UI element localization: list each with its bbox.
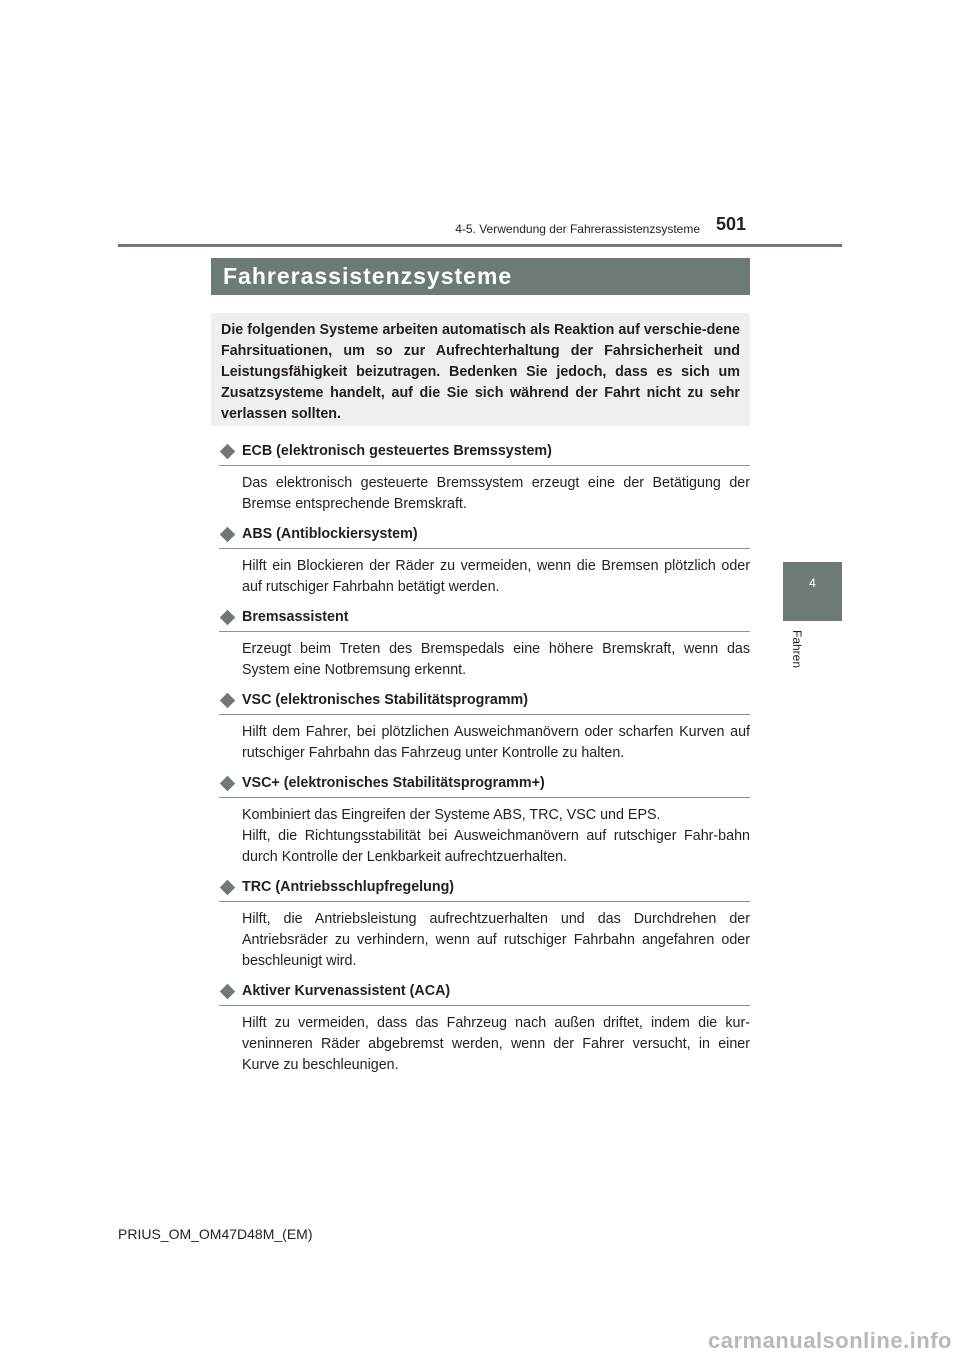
chapter-tab bbox=[783, 562, 842, 621]
system-item bbox=[219, 607, 750, 681]
system-item-heading-row bbox=[219, 773, 750, 798]
system-item-heading-row bbox=[219, 877, 750, 902]
system-item bbox=[219, 690, 750, 764]
diamond-bullet-icon bbox=[220, 776, 236, 792]
watermark: carmanualsonline.info bbox=[708, 1328, 952, 1353]
header-divider bbox=[118, 244, 842, 247]
system-item bbox=[219, 441, 750, 515]
system-item-heading: ABS (Antiblockiersystem) bbox=[242, 526, 418, 542]
document-code: PRIUS_OM_OM47D48M_(EM) bbox=[118, 1226, 313, 1242]
title-bar bbox=[211, 258, 750, 295]
system-item-heading: VSC (elektronisches Stabilitätsprogramm) bbox=[242, 692, 529, 708]
system-item-description bbox=[242, 556, 750, 598]
system-item-heading: Bremsassistent bbox=[242, 609, 349, 625]
system-item-heading: Aktiver Kurvenassistent (ACA) bbox=[242, 983, 451, 999]
description-paragraph: Hilft, die Antriebsleistung aufrechtzuerhalten und das Durchdrehen der Antriebsräder zu verhindern, wenn auf rutschiger Fahrbahn angefahren oder beschleunigt wird. bbox=[242, 911, 750, 969]
system-item bbox=[219, 524, 750, 598]
system-item bbox=[219, 773, 750, 868]
system-item-heading: VSC+ (elektronisches Stabilitätsprogramm+) bbox=[242, 775, 545, 791]
header-section-title: 4-5. Verwendung der Fahrerassistenzsysteme bbox=[455, 222, 700, 236]
intro-box bbox=[211, 313, 750, 426]
description-paragraph: Hilft zu vermeiden, dass das Fahrzeug nach außen driftet, indem die kur-veninneren Räder abgebremst werden, wenn der Fahrer versucht, in einer Kurve zu beschleunigen. bbox=[242, 1015, 750, 1073]
intro-text: Die folgenden Systeme arbeiten automatisch als Reaktion auf verschie-dene Fahrsituationen, um so zur Aufrechterhaltung der Fahrsicherheit und Leistungsfähigkeit beizutragen. Bedenken Sie jedoch, dass es sich um Zusatzsysteme handelt, auf die Sie sich während der Fahrt nicht zu sehr verlassen sollten. bbox=[221, 322, 740, 422]
description-paragraph: Hilft ein Blockieren der Räder zu vermeiden, wenn die Bremsen plötzlich oder auf rutschiger Fahrbahn betätigt werden. bbox=[242, 558, 750, 595]
diamond-bullet-icon bbox=[220, 880, 236, 896]
system-item-heading: ECB (elektronisch gesteuertes Bremssystem) bbox=[242, 443, 552, 459]
description-paragraph: Hilft dem Fahrer, bei plötzlichen Ausweichmanövern oder scharfen Kurven auf rutschiger Fahrbahn das Fahrzeug unter Kontrolle zu halten. bbox=[242, 724, 750, 761]
description-paragraph: Kombiniert das Eingreifen der Systeme ABS, TRC, VSC und EPS. bbox=[242, 807, 661, 823]
page-title: Fahrerassistenzsysteme bbox=[223, 263, 513, 289]
system-item-heading: TRC (Antriebsschlupfregelung) bbox=[242, 879, 455, 895]
system-item-heading-row bbox=[219, 524, 750, 549]
system-item-description bbox=[242, 722, 750, 764]
system-item-heading-row bbox=[219, 607, 750, 632]
system-item-description bbox=[242, 1013, 750, 1076]
description-paragraph: Hilft, die Richtungsstabilität bei Ausweichmanövern auf rutschiger Fahr-bahn durch Kontrolle der Lenkbarkeit aufrechtzuerhalten. bbox=[242, 828, 750, 865]
system-item-description bbox=[242, 639, 750, 681]
system-item-heading-row bbox=[219, 690, 750, 715]
system-item bbox=[219, 981, 750, 1076]
diamond-bullet-icon bbox=[220, 444, 236, 460]
page-number: 501 bbox=[716, 214, 747, 234]
system-item-description bbox=[242, 473, 750, 515]
diamond-bullet-icon bbox=[220, 527, 236, 543]
chapter-number: 4 bbox=[809, 576, 816, 590]
systems-list bbox=[219, 441, 750, 1085]
diamond-bullet-icon bbox=[220, 693, 236, 709]
diamond-bullet-icon bbox=[220, 610, 236, 626]
system-item-description bbox=[242, 805, 750, 868]
system-item-description bbox=[242, 909, 750, 972]
system-item-heading-row bbox=[219, 981, 750, 1006]
description-paragraph: Erzeugt beim Treten des Bremspedals eine höhere Bremskraft, wenn das System eine Notbremsung erkennt. bbox=[242, 641, 750, 678]
system-item bbox=[219, 877, 750, 972]
system-item-heading-row bbox=[219, 441, 750, 466]
description-paragraph: Das elektronisch gesteuerte Bremssystem erzeugt eine der Betätigung der Bremse entsprechende Bremskraft. bbox=[242, 475, 750, 512]
chapter-label: Fahren bbox=[790, 630, 804, 669]
diamond-bullet-icon bbox=[220, 984, 236, 1000]
